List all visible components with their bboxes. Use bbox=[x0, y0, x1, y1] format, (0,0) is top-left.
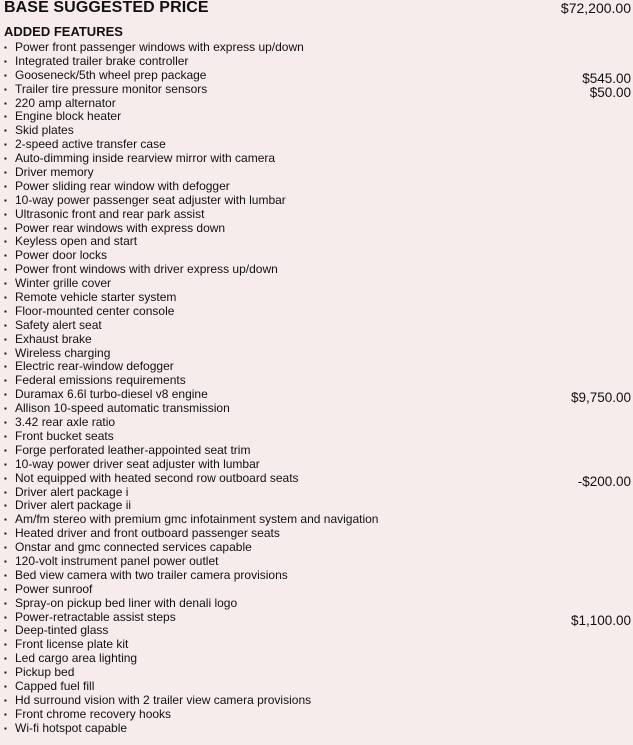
feature-item bbox=[4, 333, 631, 347]
feature-item bbox=[4, 486, 631, 500]
bullet-icon: ▪ bbox=[4, 251, 7, 261]
feature-name: Pickup bed bbox=[15, 665, 75, 680]
bullet-icon: ▪ bbox=[4, 501, 7, 511]
base-price-value: $72,200.00 bbox=[560, 0, 631, 16]
bullet-icon: ▪ bbox=[4, 306, 7, 316]
feature-item bbox=[4, 444, 631, 458]
feature-name: Power door locks bbox=[15, 248, 108, 263]
feature-item bbox=[4, 430, 631, 444]
feature-price: $50.00 bbox=[589, 84, 631, 100]
feature-item bbox=[4, 249, 631, 263]
bullet-icon: ▪ bbox=[4, 362, 7, 372]
feature-item bbox=[4, 583, 631, 597]
feature-list bbox=[4, 41, 631, 736]
feature-item bbox=[4, 527, 631, 541]
feature-item bbox=[4, 652, 631, 666]
bullet-icon: ▪ bbox=[4, 584, 7, 594]
feature-name: Wi-fi hotspot capable bbox=[15, 720, 128, 735]
feature-name: Power-retractable assist steps bbox=[15, 609, 176, 624]
bullet-icon: ▪ bbox=[4, 570, 7, 580]
bullet-icon: ▪ bbox=[4, 654, 7, 664]
feature-price: $1,100.00 bbox=[570, 612, 631, 628]
feature-item bbox=[4, 402, 631, 416]
bullet-icon: ▪ bbox=[4, 126, 7, 136]
feature-price: $545.00 bbox=[582, 70, 631, 86]
bullet-icon: ▪ bbox=[4, 640, 7, 650]
feature-item bbox=[4, 138, 631, 152]
bullet-icon: ▪ bbox=[4, 473, 7, 483]
feature-name: Forge perforated leather-appointed seat trim bbox=[15, 442, 251, 457]
bullet-icon: ▪ bbox=[4, 376, 7, 386]
feature-item bbox=[4, 597, 631, 611]
feature-name: Integrated trailer brake controller bbox=[15, 53, 189, 68]
feature-name: Front chrome recovery hooks bbox=[15, 706, 172, 721]
feature-item bbox=[4, 305, 631, 319]
bullet-icon: ▪ bbox=[4, 543, 7, 553]
bullet-icon: ▪ bbox=[4, 43, 7, 52]
bullet-icon: ▪ bbox=[4, 695, 7, 705]
feature-name: 10-way power driver seat adjuster with lumbar bbox=[15, 456, 260, 471]
feature-item bbox=[4, 180, 631, 194]
feature-item bbox=[4, 222, 631, 236]
feature-name: Power rear windows with express down bbox=[15, 220, 226, 235]
feature-item bbox=[4, 166, 631, 180]
feature-item bbox=[4, 416, 631, 430]
bullet-icon: ▪ bbox=[4, 668, 7, 678]
bullet-icon: ▪ bbox=[4, 98, 7, 108]
added-features-title: ADDED FEATURES bbox=[4, 24, 123, 39]
feature-name: Trailer tire pressure monitor sensors bbox=[15, 81, 208, 96]
feature-item bbox=[4, 360, 631, 374]
feature-item bbox=[4, 110, 631, 124]
feature-item bbox=[4, 555, 631, 569]
feature-name: Keyless open and start bbox=[15, 234, 138, 249]
feature-name: Onstar and gmc connected services capable bbox=[15, 540, 252, 555]
bullet-icon: ▪ bbox=[4, 112, 7, 122]
feature-name: Electric rear-window defogger bbox=[15, 359, 174, 374]
feature-price: -$200.00 bbox=[577, 473, 631, 489]
feature-name: 10-way power passenger seat adjuster with lumbar bbox=[15, 192, 286, 207]
bullet-icon: ▪ bbox=[4, 404, 7, 414]
feature-name: Skid plates bbox=[15, 123, 74, 138]
feature-item bbox=[4, 541, 631, 555]
bullet-icon: ▪ bbox=[4, 237, 7, 247]
feature-name: Not equipped with heated second row outboard seats bbox=[15, 470, 299, 485]
bullet-icon: ▪ bbox=[4, 431, 7, 441]
feature-item bbox=[4, 680, 631, 694]
feature-item bbox=[4, 458, 631, 472]
feature-item bbox=[4, 624, 631, 638]
feature-item bbox=[4, 694, 631, 708]
feature-item bbox=[4, 55, 631, 69]
bullet-icon: ▪ bbox=[4, 390, 7, 400]
bullet-icon: ▪ bbox=[4, 515, 7, 525]
bullet-icon: ▪ bbox=[4, 181, 7, 191]
feature-name: Exhaust brake bbox=[15, 331, 92, 346]
bullet-icon: ▪ bbox=[4, 445, 7, 455]
feature-name: Wireless charging bbox=[15, 345, 111, 360]
bullet-icon: ▪ bbox=[4, 265, 7, 275]
feature-item bbox=[4, 81, 631, 100]
feature-item bbox=[4, 499, 631, 513]
bullet-icon: ▪ bbox=[4, 723, 7, 733]
bullet-icon: ▪ bbox=[4, 529, 7, 539]
feature-name: Led cargo area lighting bbox=[15, 651, 138, 666]
base-price-label: BASE SUGGESTED PRICE bbox=[4, 0, 209, 16]
feature-name: Driver alert package i bbox=[15, 484, 129, 499]
feature-price: $9,750.00 bbox=[570, 390, 631, 406]
feature-name: Bed view camera with two trailer camera provisions bbox=[15, 567, 288, 582]
feature-name: Power sliding rear window with defogger bbox=[15, 178, 230, 193]
feature-name: 120-volt instrument panel power outlet bbox=[15, 553, 219, 568]
feature-item bbox=[4, 722, 631, 736]
feature-name: Heated driver and front outboard passenger seats bbox=[15, 526, 280, 541]
feature-item bbox=[4, 263, 631, 277]
feature-name: 2-speed active transfer case bbox=[15, 137, 166, 152]
bullet-icon: ▪ bbox=[4, 195, 7, 205]
feature-name: Gooseneck/5th wheel prep package bbox=[15, 67, 207, 82]
bullet-icon: ▪ bbox=[4, 487, 7, 497]
feature-item bbox=[4, 319, 631, 333]
feature-name: Winter grille cover bbox=[15, 276, 112, 291]
feature-name: Safety alert seat bbox=[15, 317, 102, 332]
feature-item bbox=[4, 470, 631, 489]
feature-item bbox=[4, 97, 631, 111]
feature-name: Driver alert package ii bbox=[15, 498, 132, 513]
bullet-icon: ▪ bbox=[4, 598, 7, 608]
feature-name: Duramax 6.6l turbo-diesel v8 engine bbox=[15, 387, 208, 402]
bullet-icon: ▪ bbox=[4, 70, 7, 80]
feature-name: Ultrasonic front and rear park assist bbox=[15, 206, 205, 221]
base-price-row bbox=[4, 0, 631, 24]
feature-name: Federal emissions requirements bbox=[15, 373, 186, 388]
bullet-icon: ▪ bbox=[4, 334, 7, 344]
feature-item bbox=[4, 235, 631, 249]
feature-item bbox=[4, 638, 631, 652]
feature-item bbox=[4, 41, 631, 55]
feature-name: Engine block heater bbox=[15, 109, 122, 124]
bullet-icon: ▪ bbox=[4, 418, 7, 428]
bullet-icon: ▪ bbox=[4, 612, 7, 622]
feature-item bbox=[4, 208, 631, 222]
feature-name: Deep-tinted glass bbox=[15, 623, 109, 638]
feature-item bbox=[4, 347, 631, 361]
feature-name: Allison 10-speed automatic transmission bbox=[15, 401, 230, 416]
bullet-icon: ▪ bbox=[4, 168, 7, 178]
bullet-icon: ▪ bbox=[4, 56, 7, 66]
bullet-icon: ▪ bbox=[4, 626, 7, 636]
bullet-icon: ▪ bbox=[4, 154, 7, 164]
feature-name: Front license plate kit bbox=[15, 637, 129, 652]
feature-name: Hd surround vision with 2 trailer view camera provisions bbox=[15, 692, 312, 707]
bullet-icon: ▪ bbox=[4, 223, 7, 233]
feature-item bbox=[4, 291, 631, 305]
feature-name: Driver memory bbox=[15, 165, 94, 180]
feature-item bbox=[4, 609, 631, 628]
feature-item bbox=[4, 67, 631, 86]
feature-name: Floor-mounted center console bbox=[15, 303, 175, 318]
bullet-icon: ▪ bbox=[4, 320, 7, 330]
feature-name: Remote vehicle starter system bbox=[15, 290, 177, 305]
bullet-icon: ▪ bbox=[4, 279, 7, 289]
feature-name: Am/fm stereo with premium gmc infotainment system and navigation bbox=[15, 512, 379, 527]
feature-item bbox=[4, 513, 631, 527]
bullet-icon: ▪ bbox=[4, 209, 7, 219]
bullet-icon: ▪ bbox=[4, 709, 7, 719]
feature-item bbox=[4, 277, 631, 291]
feature-name: Auto-dimming inside rearview mirror with camera bbox=[15, 151, 276, 166]
feature-name: 220 amp alternator bbox=[15, 95, 116, 110]
bullet-icon: ▪ bbox=[4, 293, 7, 303]
feature-item bbox=[4, 708, 631, 722]
feature-item bbox=[4, 374, 631, 388]
bullet-icon: ▪ bbox=[4, 681, 7, 691]
feature-item bbox=[4, 194, 631, 208]
bullet-icon: ▪ bbox=[4, 140, 7, 150]
feature-item bbox=[4, 124, 631, 138]
feature-name: Power front passenger windows with express up/down bbox=[15, 40, 304, 54]
feature-item bbox=[4, 387, 631, 406]
feature-name: Power sunroof bbox=[15, 581, 93, 596]
feature-item bbox=[4, 569, 631, 583]
feature-name: 3.42 rear axle ratio bbox=[15, 415, 116, 430]
bullet-icon: ▪ bbox=[4, 84, 7, 94]
feature-name: Front bucket seats bbox=[15, 428, 114, 443]
feature-item bbox=[4, 152, 631, 166]
bullet-icon: ▪ bbox=[4, 459, 7, 469]
bullet-icon: ▪ bbox=[4, 556, 7, 566]
feature-name: Spray-on pickup bed liner with denali logo bbox=[15, 595, 238, 610]
bullet-icon: ▪ bbox=[4, 348, 7, 358]
feature-name: Capped fuel fill bbox=[15, 678, 95, 693]
feature-name: Power front windows with driver express up/down bbox=[15, 262, 278, 277]
feature-item bbox=[4, 666, 631, 680]
